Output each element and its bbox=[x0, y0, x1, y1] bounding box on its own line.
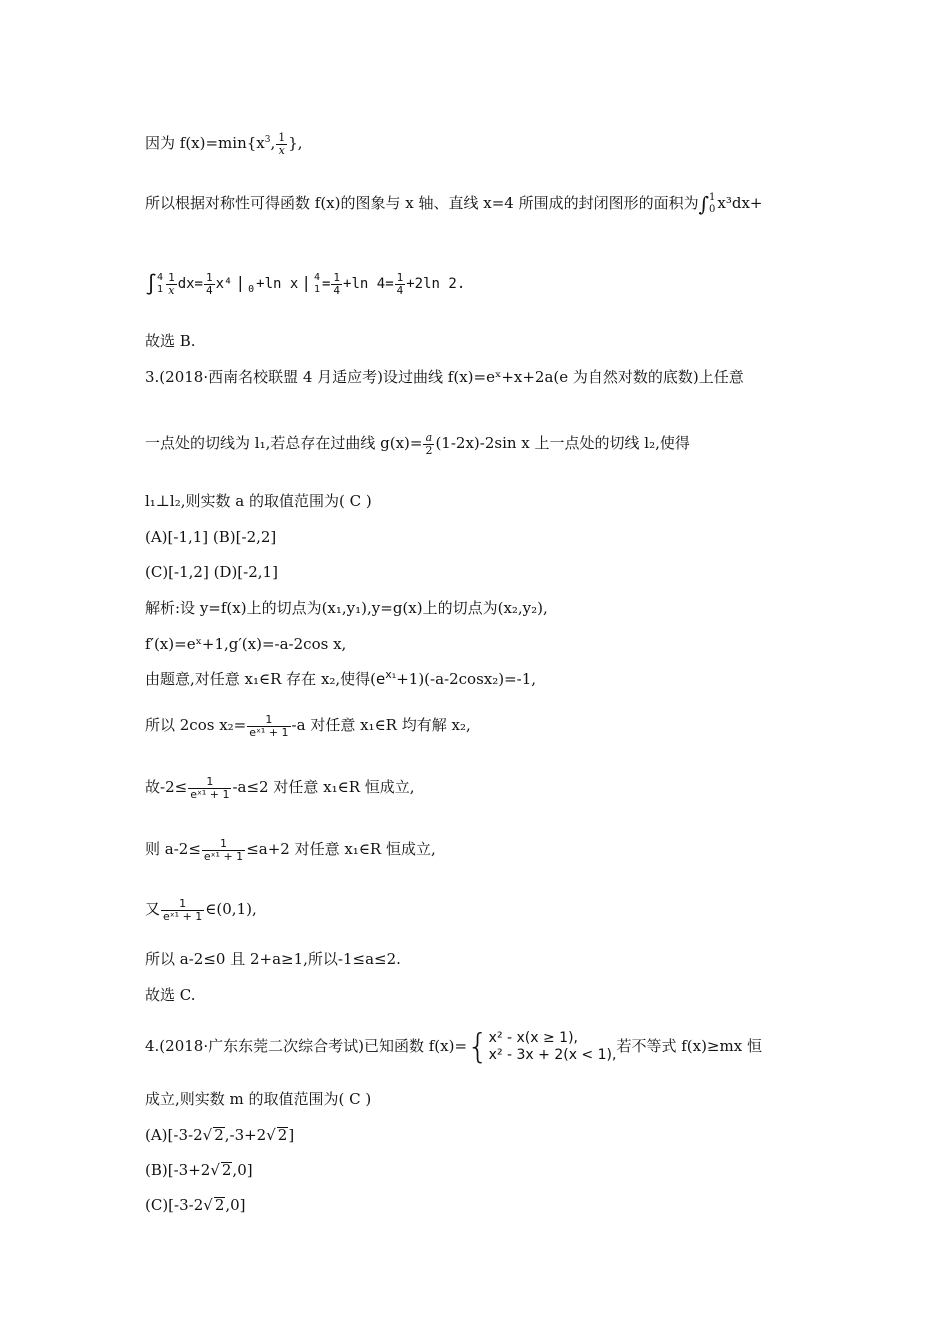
denominator: eˣ¹ + 1 bbox=[249, 725, 289, 739]
text: 又 bbox=[145, 900, 161, 919]
line-area-statement bbox=[145, 192, 763, 216]
text: +2ln 2. bbox=[406, 276, 466, 293]
left-brace: { bbox=[467, 1027, 489, 1067]
fraction bbox=[276, 132, 287, 156]
upper-limit: 4 bbox=[313, 272, 320, 284]
text: +ln 4= bbox=[343, 276, 394, 293]
lower-limit: 1 bbox=[157, 284, 164, 296]
fraction bbox=[395, 272, 406, 296]
text: 所以根据对称性可得函数 f(x)的图象与 x 轴、直线 x=4 所围成的封闭图形的面积为 bbox=[145, 194, 699, 212]
text: ≤a+2 对任意 x₁∈R 恒成立, bbox=[246, 840, 436, 859]
numerator: 1 bbox=[202, 838, 245, 851]
answer-c: 故选 C. bbox=[145, 986, 196, 1004]
text: (B)[-3+2 bbox=[145, 1161, 211, 1179]
denominator: 4 bbox=[396, 283, 404, 297]
numerator: 1 bbox=[247, 714, 290, 727]
lower-limit: 1 bbox=[313, 284, 320, 296]
radicand: 2 bbox=[221, 1161, 232, 1179]
text: 由题意,对任意 x₁∈R 存在 x₂,使得( bbox=[145, 670, 377, 688]
solution-line-8: 所以 a-2≤0 且 2+a≥1,所以-1≤a≤2. bbox=[145, 950, 401, 968]
text: +ln x bbox=[256, 276, 299, 293]
sqrt-sign: √ bbox=[266, 1126, 276, 1144]
text: dx= bbox=[177, 276, 203, 293]
sqrt-sign: √ bbox=[203, 1196, 213, 1214]
exponent: x₁ bbox=[385, 668, 397, 681]
problem-4-line-2: 成立,则实数 m 的取值范围为( C ) bbox=[145, 1090, 372, 1108]
solution-line-4 bbox=[145, 714, 471, 738]
line-min-definition: 因为 $f(x)=\min\{x^3$, $\frac{1}{x}$ }, bbox=[145, 131, 303, 157]
denominator: 4 bbox=[206, 283, 213, 297]
evaluation-bar: | bbox=[301, 273, 311, 293]
integral-sign: ∫ bbox=[698, 192, 710, 216]
fraction bbox=[423, 432, 434, 456]
text: 则 a-2≤ bbox=[145, 840, 201, 859]
integral-sign: ∫ bbox=[145, 272, 158, 297]
upper-limit: 1 bbox=[709, 192, 716, 203]
case-2: x² - 3x + 2(x < 1), bbox=[488, 1047, 617, 1063]
evaluation-limits bbox=[314, 272, 320, 296]
choices-ab: (A)[-1,1] (B)[-2,2] bbox=[145, 528, 277, 546]
text: -a 对任意 x₁∈R 均有解 x₂, bbox=[291, 716, 471, 735]
integral-limits bbox=[709, 192, 715, 216]
fraction bbox=[166, 272, 177, 296]
denominator: x bbox=[278, 143, 285, 157]
text: , bbox=[270, 134, 276, 153]
lower-limit: 0 bbox=[248, 284, 255, 296]
text: ,0] bbox=[225, 1196, 246, 1214]
answer-b: 故选 B. bbox=[145, 332, 196, 350]
solution-line-1: 解析:设 y=f(x)上的切点为(x₁,y₁),y=g(x)上的切点为(x₂,y₂), bbox=[145, 599, 548, 617]
integral-limits bbox=[157, 272, 163, 296]
text: (C)[-3-2 bbox=[145, 1196, 204, 1214]
denominator: eˣ¹ + 1 bbox=[190, 787, 230, 801]
text: x⁴ bbox=[215, 276, 233, 293]
numerator: 1 bbox=[333, 271, 341, 284]
solution-line-5 bbox=[145, 776, 415, 800]
fraction bbox=[247, 714, 290, 738]
denominator: 4 bbox=[333, 283, 341, 297]
text: ,0] bbox=[232, 1161, 253, 1179]
fraction bbox=[202, 838, 245, 862]
denominator: eˣ¹ + 1 bbox=[203, 849, 244, 863]
numerator: a bbox=[425, 431, 433, 444]
sqrt-sign: √ bbox=[210, 1161, 220, 1179]
text: x³dx+ bbox=[717, 194, 763, 212]
text: 4.(2018·广东东莞二次综合考试)已知函数 f(x)= bbox=[145, 1037, 468, 1055]
text: -a≤2 对任意 x₁∈R 恒成立, bbox=[232, 778, 415, 797]
text: +1)(-a-2cosx₂)=-1, bbox=[396, 670, 537, 688]
text: 故-2≤ bbox=[145, 778, 188, 797]
line-integral-calculation bbox=[145, 272, 465, 296]
solution-line-2: f′(x)=eˣ+1,g′(x)=-a-2cos x, bbox=[145, 635, 347, 653]
radicand: 2 bbox=[277, 1126, 288, 1144]
text: ,-3+2 bbox=[224, 1126, 267, 1144]
denominator: 2 bbox=[425, 443, 433, 457]
text: }, bbox=[288, 134, 303, 153]
fraction bbox=[161, 898, 204, 922]
sqrt-sign: √ bbox=[202, 1126, 213, 1144]
numerator: 1 bbox=[188, 776, 231, 789]
text: (1-2x)-2sin x 上一点处的切线 l₂,使得 bbox=[435, 434, 690, 453]
solution-line-6 bbox=[145, 838, 436, 862]
lower-limit: 0 bbox=[709, 204, 716, 215]
choice-c bbox=[145, 1197, 246, 1213]
choice-a bbox=[145, 1127, 294, 1143]
fraction bbox=[188, 776, 231, 800]
text: 若不等式 f(x)≥mx 恒 bbox=[616, 1037, 762, 1055]
piecewise-cases bbox=[489, 1030, 617, 1064]
solution-line-7 bbox=[145, 898, 257, 922]
problem-4-stem bbox=[145, 1027, 762, 1067]
radicand: 2 bbox=[214, 1126, 224, 1144]
evaluation-bar: | bbox=[235, 273, 246, 293]
numerator: 1 bbox=[278, 131, 286, 144]
numerator: 1 bbox=[161, 898, 204, 911]
text: 因为 f(x)=min{x bbox=[145, 134, 265, 153]
numerator: 1 bbox=[396, 271, 404, 284]
case-1: x² - x(x ≥ 1), bbox=[488, 1030, 578, 1047]
problem-3-line-3: l₁⊥l₂,则实数 a 的取值范围为( C ) bbox=[145, 492, 372, 510]
evaluation-limits bbox=[248, 272, 254, 296]
text: (A)[-3-2 bbox=[145, 1126, 203, 1144]
text: ∈(0,1), bbox=[205, 900, 257, 919]
text: = bbox=[321, 276, 331, 293]
denominator: x bbox=[168, 283, 175, 297]
numerator: 1 bbox=[168, 271, 175, 284]
choice-b bbox=[145, 1162, 253, 1178]
fraction bbox=[331, 272, 342, 296]
problem-3-stem: 3.(2018·西南名校联盟 4 月适应考)设过曲线 f(x)=eˣ+x+2a(e 为自然对数的底数)上任意 bbox=[145, 368, 744, 386]
radicand: 2 bbox=[214, 1196, 225, 1214]
choices-cd: (C)[-1,2] (D)[-2,1] bbox=[145, 563, 278, 581]
solution-line-3 bbox=[145, 668, 537, 688]
text: 所以 2cos x₂= bbox=[145, 716, 247, 735]
numerator: 1 bbox=[206, 271, 213, 284]
problem-3-line-2 bbox=[145, 432, 690, 456]
upper-limit: 4 bbox=[157, 272, 164, 284]
text: e bbox=[376, 670, 386, 688]
fraction bbox=[204, 272, 215, 296]
text: ] bbox=[288, 1126, 295, 1144]
denominator: eˣ¹ + 1 bbox=[163, 909, 203, 923]
text: 一点处的切线为 l₁,若总存在过曲线 g(x)= bbox=[145, 434, 423, 453]
upper-limit bbox=[248, 272, 254, 284]
